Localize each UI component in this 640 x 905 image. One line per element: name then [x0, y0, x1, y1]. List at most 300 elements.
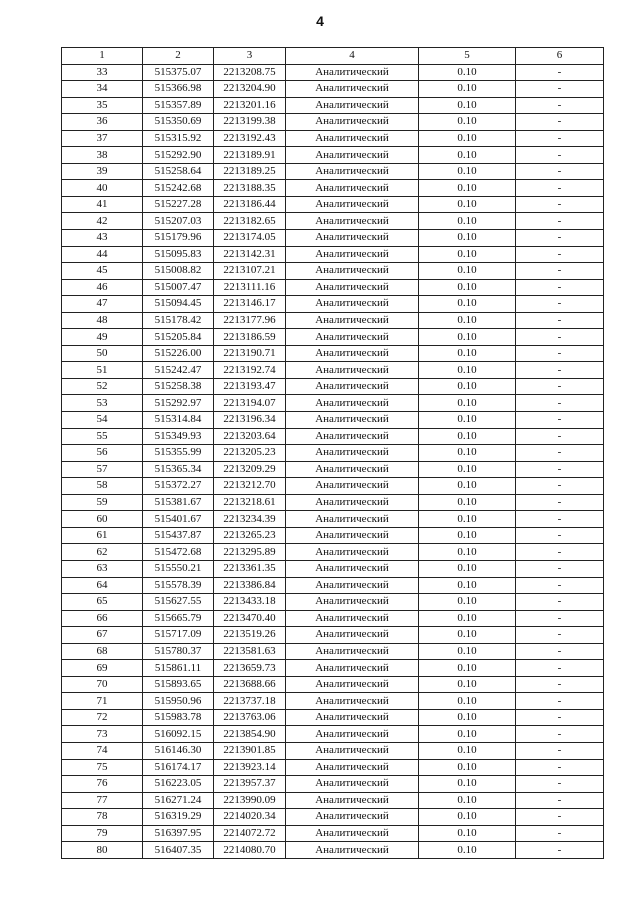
note-cell: -: [516, 693, 604, 710]
note-cell: -: [516, 825, 604, 842]
x-coordinate-cell: 515950.96: [143, 693, 214, 710]
x-coordinate-cell: 515355.99: [143, 445, 214, 462]
method-cell: Аналитический: [286, 792, 419, 809]
point-number-cell: 44: [62, 246, 143, 263]
note-cell: -: [516, 809, 604, 826]
y-coordinate-cell: 2213923.14: [214, 759, 286, 776]
method-cell: Аналитический: [286, 445, 419, 462]
table-row: [62, 726, 604, 743]
accuracy-cell: 0.10: [419, 627, 516, 644]
table-row: [62, 825, 604, 842]
method-cell: Аналитический: [286, 527, 419, 544]
method-cell: Аналитический: [286, 312, 419, 329]
table-row: [62, 494, 604, 511]
note-cell: -: [516, 64, 604, 81]
note-cell: -: [516, 594, 604, 611]
accuracy-cell: 0.10: [419, 726, 516, 743]
table-row: [62, 412, 604, 429]
point-number-cell: 64: [62, 577, 143, 594]
coordinates-table: [61, 47, 604, 859]
note-cell: -: [516, 345, 604, 362]
method-cell: Аналитический: [286, 345, 419, 362]
note-cell: -: [516, 163, 604, 180]
note-cell: -: [516, 560, 604, 577]
table-row: [62, 329, 604, 346]
y-coordinate-cell: 2213205.23: [214, 445, 286, 462]
method-cell: Аналитический: [286, 594, 419, 611]
method-cell: Аналитический: [286, 461, 419, 478]
x-coordinate-cell: 515550.21: [143, 560, 214, 577]
accuracy-cell: 0.10: [419, 825, 516, 842]
accuracy-cell: 0.10: [419, 445, 516, 462]
note-cell: -: [516, 412, 604, 429]
method-cell: Аналитический: [286, 511, 419, 528]
y-coordinate-cell: 2213196.34: [214, 412, 286, 429]
point-number-cell: 42: [62, 213, 143, 230]
point-number-cell: 43: [62, 230, 143, 247]
point-number-cell: 33: [62, 64, 143, 81]
method-cell: Аналитический: [286, 627, 419, 644]
x-coordinate-cell: 515207.03: [143, 213, 214, 230]
table-row: [62, 163, 604, 180]
y-coordinate-cell: 2213186.44: [214, 196, 286, 213]
point-number-cell: 35: [62, 97, 143, 114]
note-cell: -: [516, 230, 604, 247]
note-cell: -: [516, 147, 604, 164]
x-coordinate-cell: 516146.30: [143, 742, 214, 759]
method-cell: Аналитический: [286, 263, 419, 280]
method-cell: Аналитический: [286, 726, 419, 743]
point-number-cell: 57: [62, 461, 143, 478]
x-coordinate-cell: 515292.90: [143, 147, 214, 164]
accuracy-cell: 0.10: [419, 246, 516, 263]
x-coordinate-cell: 515893.65: [143, 676, 214, 693]
table-row: [62, 676, 604, 693]
accuracy-cell: 0.10: [419, 329, 516, 346]
point-number-cell: 49: [62, 329, 143, 346]
method-cell: Аналитический: [286, 842, 419, 859]
table-row: [62, 263, 604, 280]
table-row: [62, 130, 604, 147]
note-cell: -: [516, 445, 604, 462]
accuracy-cell: 0.10: [419, 345, 516, 362]
table-row: [62, 610, 604, 627]
note-cell: -: [516, 577, 604, 594]
point-number-cell: 65: [62, 594, 143, 611]
header-cell: 3: [214, 48, 286, 65]
x-coordinate-cell: 516319.29: [143, 809, 214, 826]
header-cell: 4: [286, 48, 419, 65]
accuracy-cell: 0.10: [419, 395, 516, 412]
note-cell: -: [516, 428, 604, 445]
method-cell: Аналитический: [286, 296, 419, 313]
method-cell: Аналитический: [286, 64, 419, 81]
accuracy-cell: 0.10: [419, 147, 516, 164]
accuracy-cell: 0.10: [419, 643, 516, 660]
y-coordinate-cell: 2213189.91: [214, 147, 286, 164]
method-cell: Аналитический: [286, 378, 419, 395]
x-coordinate-cell: 515258.38: [143, 378, 214, 395]
y-coordinate-cell: 2213386.84: [214, 577, 286, 594]
method-cell: Аналитический: [286, 81, 419, 98]
table-row: [62, 345, 604, 362]
note-cell: -: [516, 114, 604, 131]
method-cell: Аналитический: [286, 825, 419, 842]
x-coordinate-cell: 515472.68: [143, 544, 214, 561]
method-cell: Аналитический: [286, 643, 419, 660]
accuracy-cell: 0.10: [419, 279, 516, 296]
x-coordinate-cell: 515401.67: [143, 511, 214, 528]
note-cell: -: [516, 742, 604, 759]
y-coordinate-cell: 2213188.35: [214, 180, 286, 197]
accuracy-cell: 0.10: [419, 312, 516, 329]
accuracy-cell: 0.10: [419, 296, 516, 313]
y-coordinate-cell: 2213361.35: [214, 560, 286, 577]
y-coordinate-cell: 2213174.05: [214, 230, 286, 247]
note-cell: -: [516, 362, 604, 379]
x-coordinate-cell: 515437.87: [143, 527, 214, 544]
x-coordinate-cell: 515315.92: [143, 130, 214, 147]
note-cell: -: [516, 842, 604, 859]
table-row: [62, 428, 604, 445]
point-number-cell: 53: [62, 395, 143, 412]
table-row: [62, 842, 604, 859]
table-body: [62, 64, 604, 858]
x-coordinate-cell: 515381.67: [143, 494, 214, 511]
y-coordinate-cell: 2213990.09: [214, 792, 286, 809]
note-cell: -: [516, 378, 604, 395]
table-row: [62, 776, 604, 793]
table-row: [62, 792, 604, 809]
accuracy-cell: 0.10: [419, 709, 516, 726]
method-cell: Аналитический: [286, 230, 419, 247]
point-number-cell: 56: [62, 445, 143, 462]
x-coordinate-cell: 515095.83: [143, 246, 214, 263]
note-cell: -: [516, 279, 604, 296]
method-cell: Аналитический: [286, 809, 419, 826]
y-coordinate-cell: 2213193.47: [214, 378, 286, 395]
method-cell: Аналитический: [286, 163, 419, 180]
method-cell: Аналитический: [286, 395, 419, 412]
method-cell: Аналитический: [286, 693, 419, 710]
accuracy-cell: 0.10: [419, 776, 516, 793]
y-coordinate-cell: 2213186.59: [214, 329, 286, 346]
method-cell: Аналитический: [286, 130, 419, 147]
accuracy-cell: 0.10: [419, 478, 516, 495]
x-coordinate-cell: 515314.84: [143, 412, 214, 429]
accuracy-cell: 0.10: [419, 412, 516, 429]
point-number-cell: 80: [62, 842, 143, 859]
y-coordinate-cell: 2213688.66: [214, 676, 286, 693]
accuracy-cell: 0.10: [419, 809, 516, 826]
x-coordinate-cell: 515665.79: [143, 610, 214, 627]
note-cell: -: [516, 395, 604, 412]
method-cell: Аналитический: [286, 759, 419, 776]
point-number-cell: 63: [62, 560, 143, 577]
y-coordinate-cell: 2214080.70: [214, 842, 286, 859]
point-number-cell: 68: [62, 643, 143, 660]
table-row: [62, 64, 604, 81]
note-cell: -: [516, 660, 604, 677]
method-cell: Аналитический: [286, 114, 419, 131]
y-coordinate-cell: 2213470.40: [214, 610, 286, 627]
x-coordinate-cell: 515350.69: [143, 114, 214, 131]
x-coordinate-cell: 515357.89: [143, 97, 214, 114]
accuracy-cell: 0.10: [419, 263, 516, 280]
table-row: [62, 246, 604, 263]
table-row: [62, 643, 604, 660]
y-coordinate-cell: 2213177.96: [214, 312, 286, 329]
header-cell: 2: [143, 48, 214, 65]
table-row: [62, 544, 604, 561]
y-coordinate-cell: 2214020.34: [214, 809, 286, 826]
note-cell: -: [516, 97, 604, 114]
note-cell: -: [516, 329, 604, 346]
note-cell: -: [516, 627, 604, 644]
y-coordinate-cell: 2213901.85: [214, 742, 286, 759]
table-row: [62, 395, 604, 412]
y-coordinate-cell: 2213957.37: [214, 776, 286, 793]
table-row: [62, 627, 604, 644]
point-number-cell: 34: [62, 81, 143, 98]
y-coordinate-cell: 2213182.65: [214, 213, 286, 230]
note-cell: -: [516, 544, 604, 561]
accuracy-cell: 0.10: [419, 180, 516, 197]
y-coordinate-cell: 2213204.90: [214, 81, 286, 98]
point-number-cell: 62: [62, 544, 143, 561]
x-coordinate-cell: 515242.47: [143, 362, 214, 379]
method-cell: Аналитический: [286, 213, 419, 230]
table-row: [62, 560, 604, 577]
note-cell: -: [516, 759, 604, 776]
note-cell: -: [516, 263, 604, 280]
y-coordinate-cell: 2213111.16: [214, 279, 286, 296]
note-cell: -: [516, 494, 604, 511]
table-row: [62, 660, 604, 677]
point-number-cell: 46: [62, 279, 143, 296]
x-coordinate-cell: 515627.55: [143, 594, 214, 611]
accuracy-cell: 0.10: [419, 97, 516, 114]
point-number-cell: 58: [62, 478, 143, 495]
point-number-cell: 70: [62, 676, 143, 693]
point-number-cell: 66: [62, 610, 143, 627]
x-coordinate-cell: 515205.84: [143, 329, 214, 346]
method-cell: Аналитический: [286, 742, 419, 759]
y-coordinate-cell: 2213209.29: [214, 461, 286, 478]
y-coordinate-cell: 2213218.61: [214, 494, 286, 511]
point-number-cell: 59: [62, 494, 143, 511]
note-cell: -: [516, 461, 604, 478]
point-number-cell: 60: [62, 511, 143, 528]
y-coordinate-cell: 2213201.16: [214, 97, 286, 114]
x-coordinate-cell: 515007.47: [143, 279, 214, 296]
point-number-cell: 74: [62, 742, 143, 759]
point-number-cell: 75: [62, 759, 143, 776]
accuracy-cell: 0.10: [419, 560, 516, 577]
method-cell: Аналитический: [286, 560, 419, 577]
y-coordinate-cell: 2213212.70: [214, 478, 286, 495]
y-coordinate-cell: 2213107.21: [214, 263, 286, 280]
method-cell: Аналитический: [286, 660, 419, 677]
table-row: [62, 577, 604, 594]
point-number-cell: 41: [62, 196, 143, 213]
y-coordinate-cell: 2213194.07: [214, 395, 286, 412]
accuracy-cell: 0.10: [419, 610, 516, 627]
accuracy-cell: 0.10: [419, 527, 516, 544]
x-coordinate-cell: 515349.93: [143, 428, 214, 445]
method-cell: Аналитический: [286, 362, 419, 379]
x-coordinate-cell: 515375.07: [143, 64, 214, 81]
method-cell: Аналитический: [286, 709, 419, 726]
y-coordinate-cell: 2213581.63: [214, 643, 286, 660]
accuracy-cell: 0.10: [419, 792, 516, 809]
y-coordinate-cell: 2213737.18: [214, 693, 286, 710]
note-cell: -: [516, 726, 604, 743]
table-row: [62, 461, 604, 478]
method-cell: Аналитический: [286, 494, 419, 511]
note-cell: -: [516, 527, 604, 544]
y-coordinate-cell: 2213146.17: [214, 296, 286, 313]
x-coordinate-cell: 516407.35: [143, 842, 214, 859]
accuracy-cell: 0.10: [419, 163, 516, 180]
method-cell: Аналитический: [286, 676, 419, 693]
x-coordinate-cell: 515366.98: [143, 81, 214, 98]
header-cell: 1: [62, 48, 143, 65]
table-row: [62, 81, 604, 98]
x-coordinate-cell: 515372.27: [143, 478, 214, 495]
table-row: [62, 594, 604, 611]
method-cell: Аналитический: [286, 478, 419, 495]
point-number-cell: 73: [62, 726, 143, 743]
x-coordinate-cell: 515179.96: [143, 230, 214, 247]
table-row: [62, 809, 604, 826]
accuracy-cell: 0.10: [419, 362, 516, 379]
accuracy-cell: 0.10: [419, 676, 516, 693]
header-cell: 5: [419, 48, 516, 65]
note-cell: -: [516, 213, 604, 230]
note-cell: -: [516, 81, 604, 98]
point-number-cell: 61: [62, 527, 143, 544]
method-cell: Аналитический: [286, 329, 419, 346]
method-cell: Аналитический: [286, 776, 419, 793]
accuracy-cell: 0.10: [419, 842, 516, 859]
table-row: [62, 709, 604, 726]
x-coordinate-cell: 515578.39: [143, 577, 214, 594]
method-cell: Аналитический: [286, 577, 419, 594]
point-number-cell: 38: [62, 147, 143, 164]
note-cell: -: [516, 610, 604, 627]
y-coordinate-cell: 2213295.89: [214, 544, 286, 561]
method-cell: Аналитический: [286, 97, 419, 114]
note-cell: -: [516, 511, 604, 528]
point-number-cell: 72: [62, 709, 143, 726]
accuracy-cell: 0.10: [419, 81, 516, 98]
table-row: [62, 478, 604, 495]
note-cell: -: [516, 709, 604, 726]
x-coordinate-cell: 515008.82: [143, 263, 214, 280]
x-coordinate-cell: 515226.00: [143, 345, 214, 362]
method-cell: Аналитический: [286, 610, 419, 627]
accuracy-cell: 0.10: [419, 196, 516, 213]
y-coordinate-cell: 2213265.23: [214, 527, 286, 544]
x-coordinate-cell: 515094.45: [143, 296, 214, 313]
method-cell: Аналитический: [286, 246, 419, 263]
table-row: [62, 213, 604, 230]
x-coordinate-cell: 516174.17: [143, 759, 214, 776]
method-cell: Аналитический: [286, 544, 419, 561]
x-coordinate-cell: 515780.37: [143, 643, 214, 660]
point-number-cell: 69: [62, 660, 143, 677]
y-coordinate-cell: 2213192.43: [214, 130, 286, 147]
note-cell: -: [516, 180, 604, 197]
point-number-cell: 45: [62, 263, 143, 280]
point-number-cell: 47: [62, 296, 143, 313]
accuracy-cell: 0.10: [419, 494, 516, 511]
y-coordinate-cell: 2213763.06: [214, 709, 286, 726]
note-cell: -: [516, 130, 604, 147]
method-cell: Аналитический: [286, 412, 419, 429]
method-cell: Аналитический: [286, 279, 419, 296]
note-cell: -: [516, 296, 604, 313]
x-coordinate-cell: 515227.28: [143, 196, 214, 213]
x-coordinate-cell: 516271.24: [143, 792, 214, 809]
accuracy-cell: 0.10: [419, 213, 516, 230]
x-coordinate-cell: 516092.15: [143, 726, 214, 743]
note-cell: -: [516, 478, 604, 495]
x-coordinate-cell: 515717.09: [143, 627, 214, 644]
point-number-cell: 77: [62, 792, 143, 809]
table-row: [62, 511, 604, 528]
table-row: [62, 114, 604, 131]
x-coordinate-cell: 515365.34: [143, 461, 214, 478]
point-number-cell: 67: [62, 627, 143, 644]
point-number-cell: 54: [62, 412, 143, 429]
y-coordinate-cell: 2214072.72: [214, 825, 286, 842]
point-number-cell: 37: [62, 130, 143, 147]
method-cell: Аналитический: [286, 196, 419, 213]
table-row: [62, 445, 604, 462]
method-cell: Аналитический: [286, 180, 419, 197]
table-row: [62, 147, 604, 164]
accuracy-cell: 0.10: [419, 114, 516, 131]
point-number-cell: 79: [62, 825, 143, 842]
y-coordinate-cell: 2213519.26: [214, 627, 286, 644]
table-row: [62, 97, 604, 114]
y-coordinate-cell: 2213659.73: [214, 660, 286, 677]
y-coordinate-cell: 2213199.38: [214, 114, 286, 131]
accuracy-cell: 0.10: [419, 742, 516, 759]
x-coordinate-cell: 515983.78: [143, 709, 214, 726]
point-number-cell: 36: [62, 114, 143, 131]
y-coordinate-cell: 2213234.39: [214, 511, 286, 528]
accuracy-cell: 0.10: [419, 693, 516, 710]
table-row: [62, 759, 604, 776]
table-row: [62, 378, 604, 395]
point-number-cell: 50: [62, 345, 143, 362]
table-row: [62, 230, 604, 247]
accuracy-cell: 0.10: [419, 544, 516, 561]
accuracy-cell: 0.10: [419, 64, 516, 81]
accuracy-cell: 0.10: [419, 759, 516, 776]
x-coordinate-cell: 515242.68: [143, 180, 214, 197]
note-cell: -: [516, 196, 604, 213]
point-number-cell: 51: [62, 362, 143, 379]
method-cell: Аналитический: [286, 428, 419, 445]
note-cell: -: [516, 643, 604, 660]
note-cell: -: [516, 676, 604, 693]
table-row: [62, 693, 604, 710]
accuracy-cell: 0.10: [419, 511, 516, 528]
